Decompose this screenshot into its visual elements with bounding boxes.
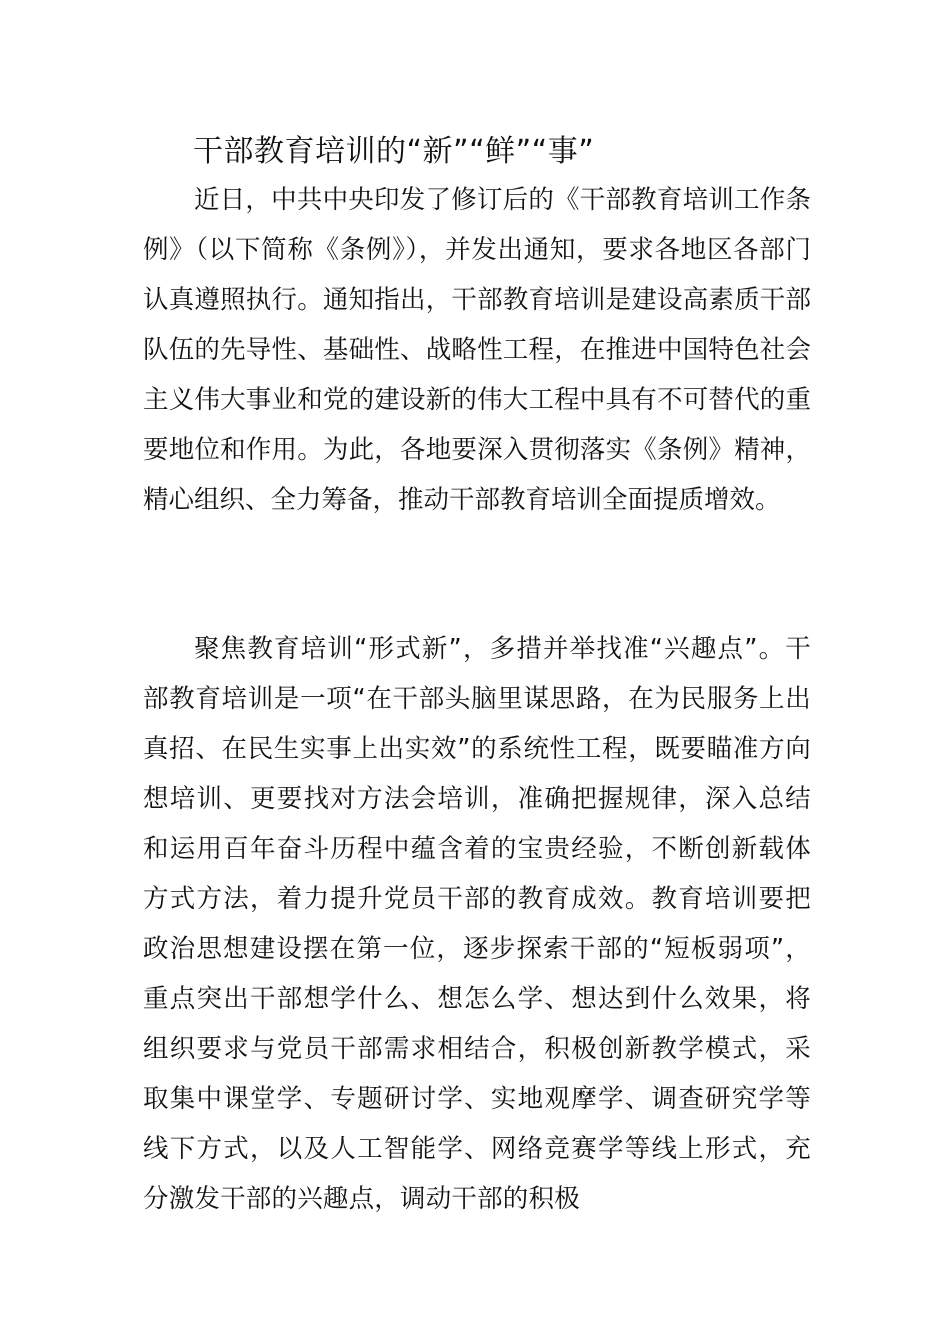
document-title: 干部教育培训的“新”“鲜”“事” xyxy=(193,134,595,169)
paragraph-form-new: 聚焦教育培训“形式新”，多措并举找准“兴趣点”。干部教育培训是一项“在干部头脑里谋思路，在为民服务上出真招、在民生实事上出实效”的系统性工程，既要瞄准方向想培训、更要找对方法会培训，准确把握规律，深入总结和运用百年奋斗历程中蕴含着的宝贵经验，不断创新载体方式方法，着力提升党员干部的教育成效。教育培训要把政治思想建设摆在第一位，逐步探索干部的“短板弱项”，重点突出干部想学什么、想怎么学、想达到什么效果，将组织要求与党员干部需求相结合，积极创新教学模式，采取集中课堂学、专题研讨学、实地观摩学、调查研究学等线下方式，以及人工智能学、网络竞赛学等线上形式，充分激发干部的兴趣点，调动干部的积极 xyxy=(143,634,811,1214)
paragraph-intro: 近日，中共中央印发了修订后的《干部教育培训工作条例》（以下简称《条例》），并发出通知，要求各地区各部门认真遵照执行。通知指出，干部教育培训是建设高素质干部队伍的先导性、基础性、战略性工程，在推进中国特色社会主义伟大事业和党的建设新的伟大工程中具有不可替代的重要地位和作用。为此，各地要深入贯彻落实《条例》精神，精心组织、全力筹备，推动干部教育培训全面提质增效。 xyxy=(143,185,811,515)
